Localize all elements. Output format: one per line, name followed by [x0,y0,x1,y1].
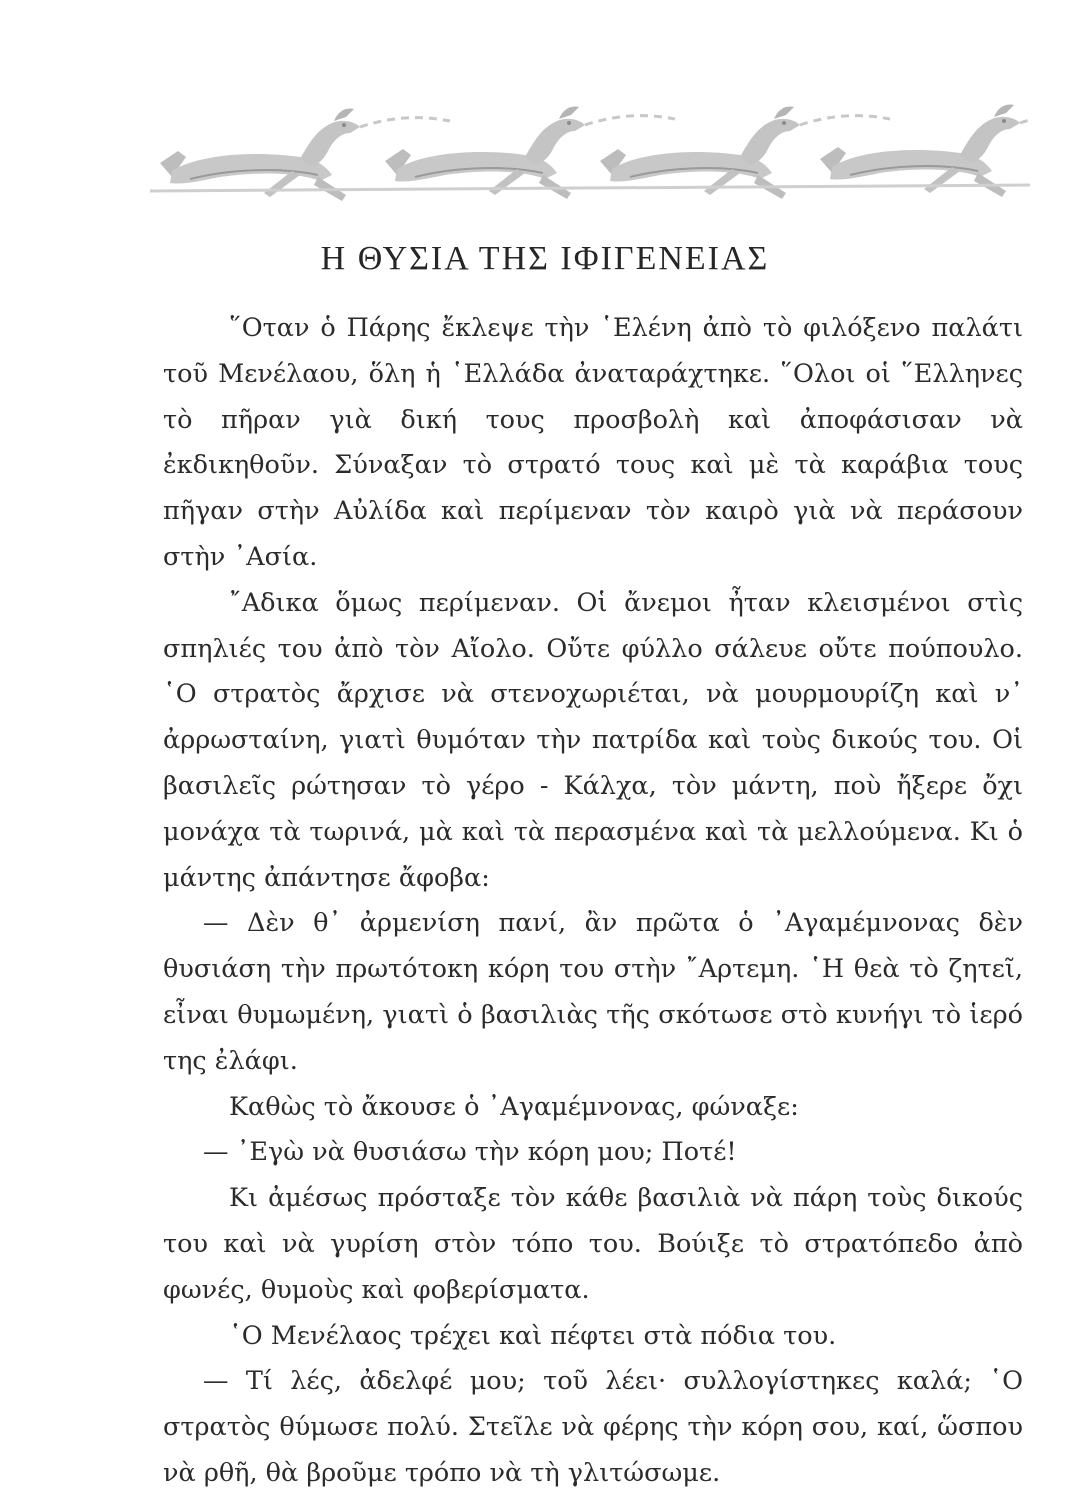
paragraph: Κι ἀμέσως πρόσταξε τὸν κάθε βασιλιὰ νὰ πάρη τοὺς δικούς του καὶ νὰ γυρίση στὸν τόπο του. Βούιξε τὸ στρατόπεδο ἀπὸ φωνές, θυμοὺς καὶ φοβερίσματα. [163,1183,1023,1305]
dialogue-paragraph: — Δὲν θ᾿ ἀρμενίση πανί, ἂν πρῶτα ὁ ᾿Αγαμέμνονας δὲν θυσιάση τὴν πρωτότοκη κόρη του στὴν ῎Αρτεμη. ῾Η θεὰ τὸ ζητεῖ, εἶναι θυμωμένη, γιατὶ ὁ βασιλιὰς τῆς σκότωσε στὸ κυνήγι τὸ ἱερό της ἐλάφι. [163,908,1023,1076]
paragraph: ῞Οταν ὁ Πάρης ἔκλεψε τὴν ῾Ελένη ἀπὸ τὸ φιλόξενο παλάτι τοῦ Μενέλαου, ὅλη ἡ ῾Ελλάδα ἀναταράχτηκε. ῞Ολοι οἱ ῞Ελληνες τὸ πῆραν γιὰ δική τους προσβολὴ καὶ ἀποφάσισαν νὰ ἐκδικηθοῦν. Σύναξαν τὸ στρατό τους καὶ μὲ τὰ καράβια τους πῆγαν στὴν Αὐλίδα καὶ περίμεναν τὸν καιρὸ γιὰ νὰ περάσουν στὴν ᾿Ασία. [163,313,1023,572]
dialogue-paragraph: — ᾿Εγὼ νὰ θυσιάσω τὴν κόρη μου; Ποτέ! [203,1137,737,1168]
paragraph: Καθὼς τὸ ἄκουσε ὁ ᾿Αγαμέμνονας, φώναξε: [229,1091,799,1122]
leaping-deer-frieze-icon [150,95,1030,210]
page-title: Η ΘΥΣΙΑ ΤΗΣ ΙΦΙΓΕΝΕΙΑΣ [320,240,770,277]
body-text [163,306,1023,1497]
paragraph: ῎Αδικα ὅμως περίμεναν. Οἱ ἄνεμοι ἦταν κλεισμένοι στὶς σπηλιές του ἀπὸ τὸν Αἴολο. Οὔτε φύλλο σάλευε οὔτε πούπουλο. ῾Ο στρατὸς ἄρχισε νὰ στενοχωριέται, νὰ μουρμουρίζη καὶ ν᾿ ἀρρωσταίνη, γιατὶ θυμόταν τὴν πατρίδα καὶ τοὺς δικούς του. Οἱ βασιλεῖς ρώτησαν τὸ γέρο - Κάλχα, τὸν μάντη, ποὺ ἤξερε ὄχι μονάχα τὰ τωρινά, μὰ καὶ τὰ περασμένα καὶ τὰ μελλούμενα. Κι ὁ μάντης ἀπάντησε ἄφοβα: [163,587,1023,893]
dialogue-paragraph: — Τί λές, ἀδελφέ μου; τοῦ λέει· συλλογίστηκες καλά; ῾Ο στρατὸς θύμωσε πολύ. Στεῖλε νὰ φέρης τὴν κόρη σου, καί, ὥσπου νὰ ρθῆ, θὰ βροῦμε τρόπο νὰ τὴ γλιτώσωμε. [163,1366,1023,1488]
paragraph: ῾Ο Μενέλαος τρέχει καὶ πέφτει στὰ πόδια του. [229,1320,837,1351]
